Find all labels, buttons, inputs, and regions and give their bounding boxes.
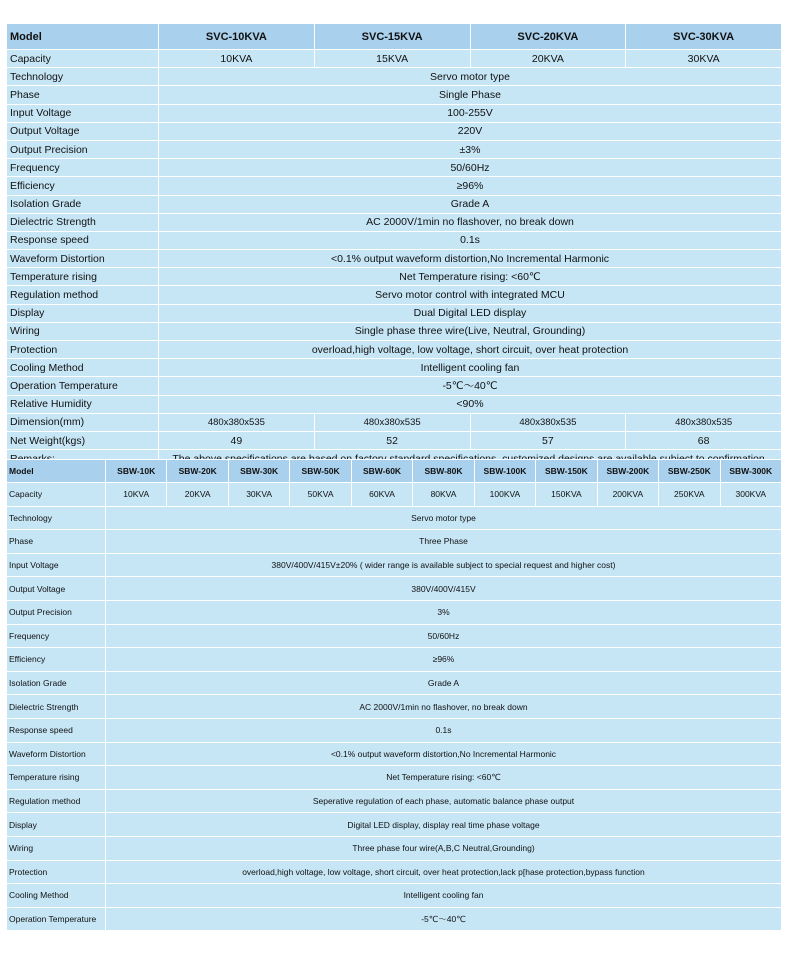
row-label: Protection [7,341,159,359]
row-label: Technology [7,506,106,530]
row-value: 50/60Hz [106,624,782,648]
row-label: Efficiency [7,648,106,672]
row-label: Waveform Distortion [7,250,159,268]
row-value: Intelligent cooling fan [106,884,782,908]
t1-model-heading: SVC-20KVA [470,24,626,50]
weight-cell: 68 [626,431,782,449]
row-value: 50/60Hz [159,159,782,177]
row-label: Phase [7,530,106,554]
t2-shared-row [7,506,782,530]
row-label: Operation Temperature [7,907,106,931]
t1-shared-row [7,377,782,395]
t2-shared-row [7,813,782,837]
capacity-cell: 30KVA [228,483,289,507]
row-label: Frequency [7,159,159,177]
t2-model-heading: SBW-100K [474,460,535,483]
row-value: ≥96% [106,648,782,672]
row-label: Phase [7,86,159,104]
row-label: Output Precision [7,140,159,158]
row-label: Output Voltage [7,122,159,140]
row-value: ±3% [159,140,782,158]
row-value: -5℃～40℃ [159,377,782,395]
dimension-cell: 480x380x535 [626,413,782,431]
t1-model-heading: SVC-30KVA [626,24,782,50]
t1-weight-row [7,431,782,449]
t2-shared-row [7,577,782,601]
t2-shared-row [7,860,782,884]
row-label: Input Voltage [7,104,159,122]
row-value: -5℃～40℃ [106,907,782,931]
row-value: Grade A [159,195,782,213]
t2-model-heading: SBW-150K [536,460,597,483]
t2-shared-row [7,766,782,790]
t1-shared-row [7,268,782,286]
row-label: Cooling Method [7,359,159,377]
row-value: Dual Digital LED display [159,304,782,322]
row-label: Output Precision [7,600,106,624]
row-value: <0.1% output waveform distortion,No Incremental Harmonic [159,250,782,268]
row-label: Temperature rising [7,268,159,286]
t1-shared-row [7,140,782,158]
weight-cell: 57 [470,431,626,449]
t2-model-heading: SBW-250K [659,460,720,483]
capacity-cell: 300KVA [720,483,781,507]
row-value: AC 2000V/1min no flashover, no break down [159,213,782,231]
row-label: Display [7,813,106,837]
row-label: Response speed [7,231,159,249]
t1-header-row [7,24,782,50]
capacity-cell: 200KVA [597,483,658,507]
row-value: AC 2000V/1min no flashover, no break down [106,695,782,719]
row-label: Frequency [7,624,106,648]
row-value: Intelligent cooling fan [159,359,782,377]
row-label: Isolation Grade [7,195,159,213]
row-value: Three phase four wire(A,B,C Neutral,Grounding) [106,836,782,860]
row-value: Servo motor type [159,68,782,86]
row-label: Capacity [7,50,159,68]
t2-model-heading: SBW-10K [106,460,167,483]
svc-spec-table [6,23,782,468]
dimension-cell: 480x380x535 [470,413,626,431]
t1-dimension-row [7,413,782,431]
t1-shared-row [7,341,782,359]
row-value: <90% [159,395,782,413]
t1-shared-row [7,213,782,231]
capacity-cell: 80KVA [413,483,474,507]
row-label: Net Weight(kgs) [7,431,159,449]
capacity-cell: 20KVA [167,483,228,507]
row-label: Input Voltage [7,553,106,577]
t1-shared-row [7,195,782,213]
capacity-cell: 60KVA [351,483,412,507]
row-label: Regulation method [7,286,159,304]
capacity-cell: 250KVA [659,483,720,507]
t2-shared-row [7,553,782,577]
row-value: 0.1s [106,718,782,742]
t2-shared-row [7,836,782,860]
row-label: Isolation Grade [7,671,106,695]
row-label: Response speed [7,718,106,742]
t1-shared-row [7,395,782,413]
row-label: Wiring [7,322,159,340]
t2-shared-row [7,695,782,719]
t2-shared-row [7,671,782,695]
capacity-cell: 150KVA [536,483,597,507]
row-label: Display [7,304,159,322]
t1-shared-row [7,159,782,177]
t2-shared-row [7,718,782,742]
t1-shared-row [7,68,782,86]
row-value: <0.1% output waveform distortion,No Incremental Harmonic [106,742,782,766]
dimension-cell: 480x380x535 [314,413,470,431]
row-value: overload,high voltage, low voltage, short circuit, over heat protection [159,341,782,359]
row-value: Seperative regulation of each phase, automatic balance phase output [106,789,782,813]
weight-cell: 49 [159,431,315,449]
sbw-spec-table [6,459,782,931]
row-value: Net Temperature rising: <60℃ [159,268,782,286]
t1-shared-row [7,359,782,377]
t2-model-label: Model [7,460,106,483]
row-value: Servo motor control with integrated MCU [159,286,782,304]
row-value: Net Temperature rising: <60℃ [106,766,782,790]
t1-shared-row [7,86,782,104]
row-value: 100-255V [159,104,782,122]
t1-shared-row [7,122,782,140]
row-label: Dimension(mm) [7,413,159,431]
row-label: Wiring [7,836,106,860]
row-value: 380V/400V/415V [106,577,782,601]
row-value: 3% [106,600,782,624]
row-label: Operation Temperature [7,377,159,395]
t1-shared-row [7,322,782,340]
t2-header-row [7,460,782,483]
t1-model-heading: SVC-15KVA [314,24,470,50]
t2-shared-row [7,530,782,554]
t2-shared-row [7,624,782,648]
t2-model-heading: SBW-300K [720,460,781,483]
row-label: Protection [7,860,106,884]
row-label: Temperature rising [7,766,106,790]
row-value: 220V [159,122,782,140]
t1-shared-row [7,250,782,268]
dimension-cell: 480x380x535 [159,413,315,431]
row-label: Cooling Method [7,884,106,908]
t1-shared-row [7,177,782,195]
row-value: overload,high voltage, low voltage, short circuit, over heat protection,lack p[hase protection,bypass function [106,860,782,884]
row-label: Capacity [7,483,106,507]
t2-model-heading: SBW-80K [413,460,474,483]
t2-model-heading: SBW-60K [351,460,412,483]
row-value: Three Phase [106,530,782,554]
t2-shared-row [7,884,782,908]
t2-model-heading: SBW-200K [597,460,658,483]
t1-shared-row [7,304,782,322]
t1-capacity-row [7,50,782,68]
t2-capacity-row [7,483,782,507]
capacity-cell: 50KVA [290,483,351,507]
row-value: Digital LED display, display real time phase voltage [106,813,782,837]
t2-shared-row [7,907,782,931]
row-label: Dielectric Strength [7,213,159,231]
row-value: Single Phase [159,86,782,104]
t1-shared-row [7,286,782,304]
t2-model-heading: SBW-50K [290,460,351,483]
capacity-cell: 100KVA [474,483,535,507]
row-value: Servo motor type [106,506,782,530]
t2-shared-row [7,648,782,672]
t1-shared-row [7,104,782,122]
t1-shared-row [7,231,782,249]
t1-model-heading: SVC-10KVA [159,24,315,50]
row-value: ≥96% [159,177,782,195]
t1-model-label: Model [7,24,159,50]
row-value: Grade A [106,671,782,695]
row-label: Waveform Distortion [7,742,106,766]
row-value: Single phase three wire(Live, Neutral, Grounding) [159,322,782,340]
row-label: Dielectric Strength [7,695,106,719]
t2-model-heading: SBW-30K [228,460,289,483]
row-value: 0.1s [159,231,782,249]
t2-model-heading: SBW-20K [167,460,228,483]
capacity-cell: 20KVA [470,50,626,68]
row-label: Technology [7,68,159,86]
capacity-cell: 10KVA [106,483,167,507]
t2-shared-row [7,742,782,766]
capacity-cell: 10KVA [159,50,315,68]
row-label: Efficiency [7,177,159,195]
t2-shared-row [7,600,782,624]
capacity-cell: 30KVA [626,50,782,68]
row-label: Relative Humidity [7,395,159,413]
t2-shared-row [7,789,782,813]
capacity-cell: 15KVA [314,50,470,68]
row-label: Regulation method [7,789,106,813]
row-label: Output Voltage [7,577,106,601]
weight-cell: 52 [314,431,470,449]
row-value: 380V/400V/415V±20% ( wider range is available subject to special request and higher cost) [106,553,782,577]
